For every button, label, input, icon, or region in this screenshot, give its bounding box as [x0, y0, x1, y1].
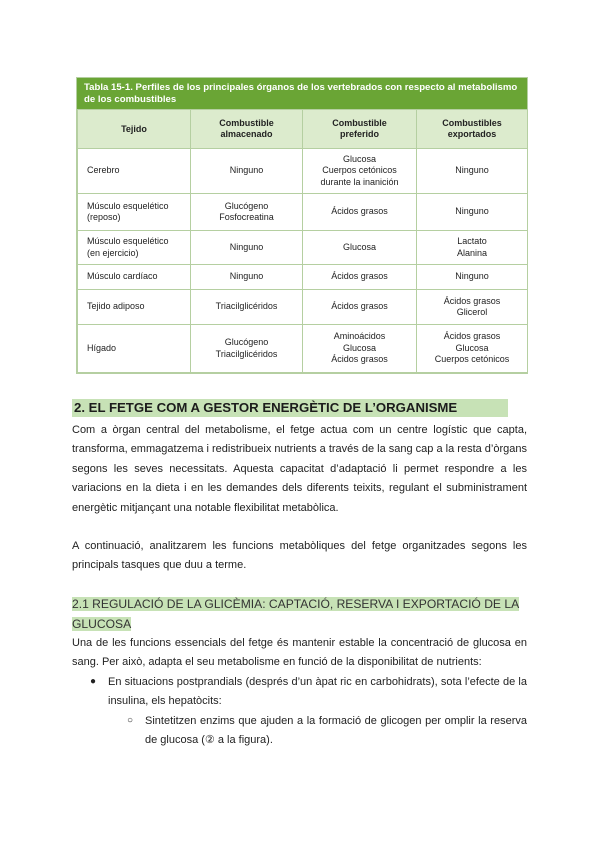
- table-cell: Ácidos grasos: [303, 290, 417, 325]
- table-cell: Aminoácidos Glucosa Ácidos grasos: [303, 325, 417, 373]
- table-row: [78, 290, 528, 325]
- table-cell: Ninguno: [191, 265, 303, 290]
- table-cell: Hígado: [78, 325, 191, 373]
- table-cell: Ninguno: [417, 149, 528, 194]
- bullet-dot-icon: ●: [90, 676, 97, 687]
- table-cell: Glucosa Cuerpos cetónicos durante la inanición: [303, 149, 417, 194]
- table-cell: Lactato Alanina: [417, 231, 528, 265]
- table-cell: Ninguno: [191, 149, 303, 194]
- table-cell: Tejido adiposo: [78, 290, 191, 325]
- table-cell: Cerebro: [78, 149, 191, 194]
- fuel-profile-table: [76, 77, 528, 374]
- subsection-heading-text: 2.1 REGULACIÓ DE LA GLICÈMIA: CAPTACIÓ, RESERVA I EXPORTACIÓ DE LA GLUCOSA: [72, 597, 520, 631]
- column-header: Combustible almacenado: [191, 110, 303, 149]
- table-row: [78, 325, 528, 373]
- table-grid: [77, 109, 528, 373]
- table-row: [78, 194, 528, 231]
- table-cell: Glucosa: [303, 231, 417, 265]
- table-cell: Ácidos grasos: [303, 265, 417, 290]
- table-cell: Glucógeno Triacilglicéridos: [191, 325, 303, 373]
- table-cell: Triacilglicéridos: [191, 290, 303, 325]
- table-cell: Músculo esquelético (en ejercicio): [78, 231, 191, 265]
- table-row: [78, 231, 528, 265]
- table-title: Tabla 15-1. Perfiles de los principales órganos de los vertebrados con respecto al metabolismo de los combustibles: [77, 78, 527, 109]
- table-cell: Ácidos grasos Glicerol: [417, 290, 528, 325]
- table-cell: Ninguno: [417, 194, 528, 231]
- sub-bullet-circle-icon: ○: [127, 715, 134, 726]
- section-heading: 2. EL FETGE COM A GESTOR ENERGÈTIC DE L’ORGANISME: [72, 399, 508, 417]
- table-row: [78, 149, 528, 194]
- table-cell: Músculo esquelético (reposo): [78, 194, 191, 231]
- table-cell: Ninguno: [191, 231, 303, 265]
- column-header: Combustible preferido: [303, 110, 417, 149]
- subsection-intro: Una de les funcions essencials del fetge és mantenir estable la concentració de glucosa en sang. Per això, adapta el seu metabolisme en funció de la disponibilitat de nutrients:: [72, 637, 527, 669]
- column-header: Tejido: [78, 110, 191, 149]
- section-paragraph-1: Com a òrgan central del metabolisme, el fetge actua com un centre logístic que capta, transforma, emmagatzema i redistribueix nutrients a través de la sang cap a la resta d’òrgans segons les seves necessitats. Aquesta capacitat d’adaptació li permet respondre a les variacions en la dieta i en les demandes dels diferents teixits, regulant el subministrament energètic mitjançant una notable flexibilitat metabòlica.: [72, 424, 527, 514]
- subsection-heading: [72, 595, 527, 634]
- column-header: Combustibles exportados: [417, 110, 528, 149]
- sub-bullet-item: Sintetitzen enzims que ajuden a la formació de glicogen per omplir la reserva de glucosa (② a la figura).: [145, 715, 527, 747]
- table-cell: Ácidos grasos Glucosa Cuerpos cetónicos: [417, 325, 528, 373]
- table-row: [78, 265, 528, 290]
- table-cell: Glucógeno Fosfocreatina: [191, 194, 303, 231]
- table-cell: Músculo cardíaco: [78, 265, 191, 290]
- table-header-row: [78, 110, 528, 149]
- table-cell: Ninguno: [417, 265, 528, 290]
- table-cell: Ácidos grasos: [303, 194, 417, 231]
- bullet-item: En situacions postprandials (després d’un àpat ric en carbohidrats), sota l’efecte de la insulina, els hepatòcits:: [108, 676, 527, 708]
- section-paragraph-2: A continuació, analitzarem les funcions metabòliques del fetge organitzades segons les principals tasques que duu a terme.: [72, 540, 527, 572]
